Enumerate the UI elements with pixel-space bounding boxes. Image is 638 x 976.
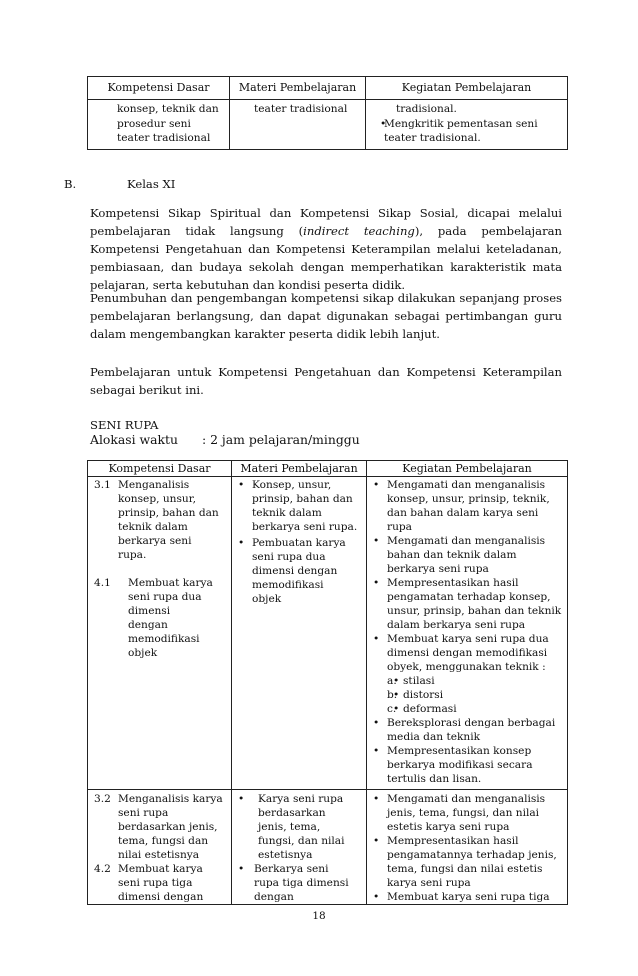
kd-number: 4.1 — [94, 577, 111, 589]
teknik-letter: • b. — [387, 689, 398, 701]
main-header-kd: Kompetensi Dasar — [88, 461, 232, 477]
main-header-kegiatan: Kegiatan Pembelajaran — [367, 461, 568, 477]
paragraph-sikap-part2: ), pada pembelajaran Kompetensi Pengetahuan dan Kompetensi Keterampilan melalui keteladanan, pembiasaan, dan budaya sekolah dengan memperhatikan karakteristik mata pelajaran, serta kebutuhan dan kondisi peserta didik. — [90, 224, 562, 292]
top-materi-cell — [230, 100, 366, 150]
row2-kd-cell — [88, 790, 232, 905]
main-table — [87, 460, 568, 905]
kd-item — [94, 478, 229, 562]
page-number: 18 — [312, 910, 326, 922]
top-kegiatan-continuation: tradisional. — [396, 103, 457, 115]
kegiatan-item-text: Membuat karya seni rupa dua dimensi dengan memodifikasi obyek, menggunakan teknik : — [387, 633, 549, 673]
top-kd-line: prosedur seni — [117, 117, 191, 130]
kegiatan-item: • Mempresentasikan konsep berkarya modifikasi secara tertulis dan lisan. — [367, 744, 564, 786]
top-table-row — [88, 100, 568, 150]
alokasi-label: Alokasi waktu — [90, 432, 178, 447]
kd-item — [94, 576, 229, 660]
row2-kegiatan-list — [367, 792, 564, 904]
kegiatan-item: • Mengamati dan menganalisis jenis, tema, fungsi, dan nilai estetis karya seni rupa — [367, 792, 564, 834]
subject-name: SENI RUPA — [90, 418, 159, 432]
top-table-header-row — [88, 77, 568, 100]
kd-number: 3.1 — [94, 479, 111, 491]
kegiatan-item — [367, 632, 564, 716]
kegiatan-item: • Bereksplorasi dengan berbagai media dan teknik — [367, 716, 564, 744]
kd-text: Menganalisis karya seni rupa berdasarkan jenis, tema, fungsi dan nilai estetisnya — [118, 793, 223, 861]
kd-text: Menganalisis konsep, unsur, prinsip, bahan dan teknik dalam berkarya seni rupa. — [118, 479, 219, 561]
teknik-text: stilasi — [403, 675, 435, 687]
teknik-list — [387, 674, 564, 716]
materi-item: • Karya seni rupa berdasarkan jenis, tema, fungsi, dan nilai estetisnya — [232, 792, 362, 862]
kd-text: Membuat karya seni rupa dua dimensi dengan memodifikasi objek — [128, 577, 213, 659]
kegiatan-item: • Membuat karya seni rupa tiga — [367, 890, 564, 904]
paragraph-penumbuhan: Penumbuhan dan pengembangan kompetensi sikap dilakukan sepanjang proses pembelajaran berlangsung, dan dapat digunakan sebagai pertimbangan guru dalam mengembangkan karakter peserta didik lebih lanjut. — [90, 291, 562, 341]
row2-materi-list — [232, 792, 362, 904]
teknik-letter: • c. — [387, 703, 397, 715]
paragraph-pembelajaran: Pembelajaran untuk Kompetensi Pengetahuan dan Kompetensi Keterampilan sebagai berikut ini. — [90, 365, 562, 397]
alokasi-value: : 2 jam pelajaran/minggu — [202, 432, 360, 447]
kegiatan-item: • Mengamati dan menganalisis konsep, unsur, prinsip, teknik, dan bahan dalam karya seni rupa — [367, 478, 564, 534]
teknik-item — [387, 688, 564, 702]
row1-materi-cell — [232, 477, 367, 790]
top-header-kegiatan: Kegiatan Pembelajaran — [366, 77, 568, 100]
paragraph-sikap — [90, 204, 562, 294]
row1-materi-list — [232, 478, 360, 606]
materi-item: • Pembuatan karya seni rupa dua dimensi dengan memodifikasi objek — [232, 536, 360, 606]
top-kegiatan-item: • Mengkritik pementasan seni teater tradisional. — [374, 117, 563, 146]
kd-item — [94, 862, 229, 904]
top-kegiatan-cell — [366, 100, 568, 150]
main-header-materi: Materi Pembelajaran — [232, 461, 367, 477]
teknik-text: deformasi — [403, 703, 457, 715]
row1-kegiatan-cell — [367, 477, 568, 790]
main-table-row — [88, 477, 568, 790]
row2-kegiatan-cell — [367, 790, 568, 905]
top-materi-text: teater tradisional — [254, 103, 348, 115]
teknik-letter: • a. — [387, 675, 397, 687]
top-kegiatan-list — [374, 117, 563, 146]
top-kd-cell — [88, 100, 230, 150]
row1-kd-cell — [88, 477, 232, 790]
paragraph-sikap-part1: Kompetensi Sikap Spiritual dan Kompetensi Sikap Sosial, dicapai melalui pembelajaran tidak langsung ( — [90, 206, 562, 238]
kd-number: 4.2 — [94, 863, 111, 875]
top-kd-line: teater tradisional — [117, 132, 211, 144]
top-table — [87, 76, 568, 150]
top-header-kd: Kompetensi Dasar — [88, 77, 230, 100]
section-b-title: Kelas XI — [127, 177, 176, 191]
kegiatan-item: • Mengamati dan menganalisis bahan dan teknik dalam berkarya seni rupa — [367, 534, 564, 576]
materi-item: • Berkarya seni rupa tiga dimensi dengan — [232, 862, 362, 904]
teknik-item — [387, 702, 564, 716]
row1-kegiatan-list — [367, 478, 564, 786]
kd-item — [94, 792, 229, 862]
top-kd-line: konsep, teknik dan — [117, 103, 219, 115]
top-header-materi: Materi Pembelajaran — [230, 77, 366, 100]
teknik-text: distorsi — [403, 689, 444, 701]
main-table-header-row — [88, 461, 568, 477]
row2-materi-cell — [232, 790, 367, 905]
kd-number: 3.2 — [94, 793, 111, 805]
paragraph-sikap-italic: indirect teaching — [303, 224, 415, 238]
materi-item: • Konsep, unsur, prinsip, bahan dan teknik dalam berkarya seni rupa. — [232, 478, 360, 534]
teknik-item — [387, 674, 564, 688]
main-table-row — [88, 790, 568, 905]
section-b-letter: B. — [64, 177, 77, 191]
kegiatan-item: • Mempresentasikan hasil pengamatannya terhadap jenis, tema, fungsi dan nilai estetis karya seni rupa — [367, 834, 564, 890]
kd-text: Membuat karya seni rupa tiga dimensi dengan — [118, 863, 204, 903]
kegiatan-item: • Mempresentasikan hasil pengamatan terhadap konsep, unsur, prinsip, bahan dan teknik dalam berkarya seni rupa — [367, 576, 564, 632]
